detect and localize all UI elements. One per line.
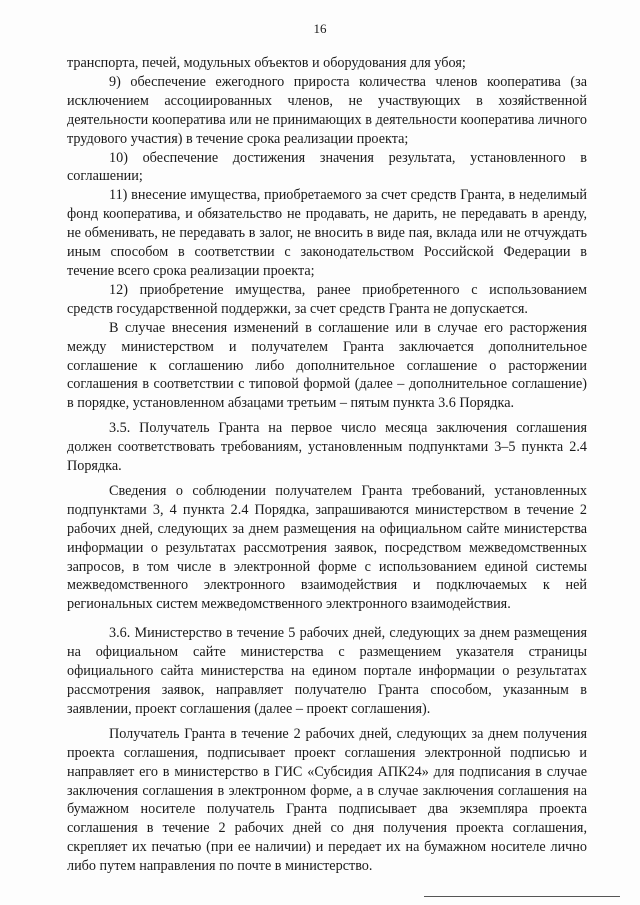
document-body [67, 54, 587, 876]
footer-rule [424, 896, 620, 897]
paragraph: 3.6. Министерство в течение 5 рабочих дней, следующих за днем размещения на официальном сайте министерства с размещением указателя страницы официального сайта министерства на едином портале информации о результатах рассмотрения заявок, направляет получателю Гранта способом, указанным в заявлении, проект соглашения (далее – проект соглашения). [67, 625, 587, 717]
paragraph: Сведения о соблюдении получателем Гранта требований, установленных подпунктами 3, 4 пункта 2.4 Порядка, запрашиваются министерством в течение 2 рабочих дней, следующих за днем размещения на официальном сайте министерства информации о результатах рассмотрения заявок, посредством межведомственных запросов, в том числе в электронной форме с использованием единой системы межведомственного электронного взаимодействия и подключаемых к ней региональных систем межведомственного электронного взаимодействия. [67, 482, 587, 613]
paragraph: 11) внесение имущества, приобретаемого за счет средств Гранта, в неделимый фонд кооператива, и обязательство не продавать, не дарить, не передавать в аренду, не обменивать, не передавать в залог, не вносить в виде пая, вклада или не отчуждать иным способом в соответствии с законодательством Российской Федерации в течение всего срока реализации проекта; [67, 187, 587, 279]
paragraph: В случае внесения изменений в соглашение или в случае его расторжения между министерством и получателем Гранта заключается дополнительное соглашение к соглашению либо дополнительное соглашение о расторжении соглашения в соответствии с типовой формой (далее – дополнительное соглашение) в порядке, установленном абзацами третьим – пятым пункта 3.6 Порядка. [67, 319, 587, 412]
page-number: 16 [313, 21, 327, 36]
paragraph: 9) обеспечение ежегодного прироста количества членов кооператива (за исключением ассоциированных членов, не участвующих в хозяйственной деятельности кооператива или не принимающих в деятельности кооператива личного трудового участия) в течение срока реализации проекта; [67, 73, 587, 147]
paragraph: 10) обеспечение достижения значения результата, установленного в соглашении; [67, 149, 587, 185]
paragraph: Получатель Гранта в течение 2 рабочих дней, следующих за днем получения проекта соглашения, подписывает проект соглашения электронной подписью и направляет его в министерство в ГИС «Субсидия АПК24» для подписания в случае заключения соглашения в электронном форме, а в случае заключения соглашения на бумажном носителе получатель Гранта подписывает два экземпляра проекта соглашения в течение 2 рабочих дней со дня получения проекта соглашения, скрепляет их печатью (при ее наличии) и передает их на бумажном носителе лично либо путем направления по почте в министерство. [67, 725, 587, 875]
paragraph: 12) приобретение имущества, ранее приобретенного с использованием средств государственной поддержки, за счет средств Гранта не допускается. [67, 281, 587, 317]
paragraph: транспорта, печей, модульных объектов и оборудования для убоя; [67, 55, 466, 71]
paragraph: 3.5. Получатель Гранта на первое число месяца заключения соглашения должен соответствовать требованиям, установленным подпунктами 3–5 пункта 2.4 Порядка. [67, 420, 587, 475]
